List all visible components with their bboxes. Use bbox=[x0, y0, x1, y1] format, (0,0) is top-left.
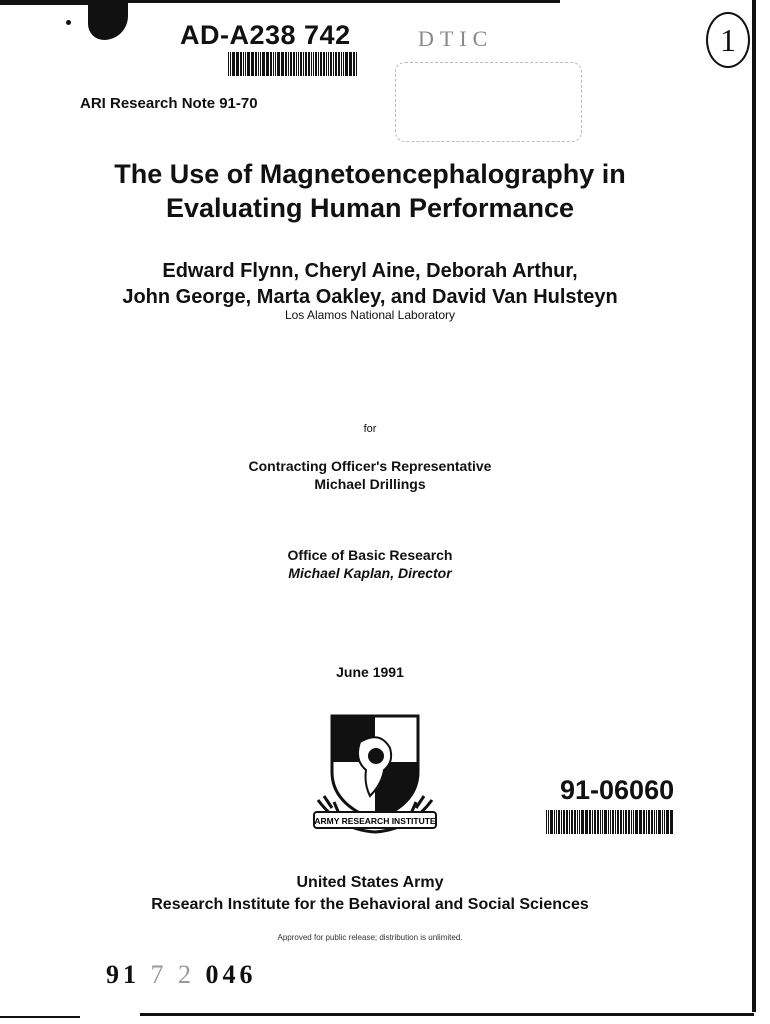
barcode-stripe bbox=[356, 52, 357, 76]
barcode-stripe bbox=[245, 52, 247, 76]
scan-border-bottom-left bbox=[0, 1016, 80, 1018]
barcode-stripe bbox=[589, 810, 591, 834]
accession-barcode bbox=[228, 52, 358, 76]
barcode-stripe bbox=[333, 52, 334, 76]
barcode-stripe bbox=[643, 810, 645, 834]
barcode-stripe bbox=[670, 810, 671, 834]
barcode-stripe bbox=[260, 52, 262, 76]
barcode-stripe bbox=[548, 810, 550, 834]
barcode-stripe bbox=[558, 810, 560, 834]
barcode-stripe bbox=[610, 810, 612, 834]
barcode-stripe bbox=[612, 810, 614, 834]
barcode-stripe bbox=[326, 52, 327, 76]
document-title bbox=[0, 157, 740, 225]
publisher-line-2: Research Institute for the Behavioral and Social Sciences bbox=[151, 896, 589, 913]
document-barcode bbox=[546, 810, 674, 834]
barcode-stripe bbox=[662, 810, 663, 834]
barcode-stripe bbox=[303, 52, 304, 76]
barcode-stripe bbox=[597, 810, 599, 834]
authors-line-2: John George, Marta Oakley, and David Van Hulsteyn bbox=[122, 286, 618, 308]
scan-border-top-left bbox=[0, 0, 90, 5]
serial-part-1: 91 bbox=[106, 960, 140, 989]
barcode-stripe bbox=[273, 52, 274, 76]
barcode-stripe bbox=[571, 810, 573, 834]
barcode-stripe bbox=[586, 810, 588, 834]
barcode-stripe bbox=[646, 810, 647, 834]
dtic-stamp-box bbox=[395, 62, 582, 142]
army-research-institute-crest-icon bbox=[310, 712, 440, 837]
scan-blot bbox=[88, 0, 128, 40]
barcode-stripe bbox=[550, 810, 552, 834]
barcode-stripe bbox=[623, 810, 624, 834]
barcode-stripe bbox=[617, 810, 619, 834]
publisher-line-1: United States Army bbox=[296, 874, 444, 891]
office-block bbox=[0, 546, 740, 582]
barcode-stripe bbox=[651, 810, 653, 834]
barcode-stripe bbox=[561, 810, 562, 834]
barcode-stripe bbox=[267, 52, 269, 76]
barcode-stripe bbox=[546, 810, 547, 834]
barcode-stripe bbox=[556, 810, 558, 834]
contracting-name: Michael Drillings bbox=[314, 476, 426, 492]
barcode-stripe bbox=[288, 52, 289, 76]
barcode-stripe bbox=[313, 52, 315, 76]
barcode-stripe bbox=[577, 810, 578, 834]
barcode-stripe bbox=[236, 52, 237, 76]
barcode-stripe bbox=[581, 810, 583, 834]
barcode-stripe bbox=[335, 52, 337, 76]
barcode-stripe bbox=[298, 52, 300, 76]
barcode-stripe bbox=[620, 810, 622, 834]
barcode-stripe bbox=[574, 810, 576, 834]
barcode-stripe bbox=[328, 52, 330, 76]
barcode-stripe bbox=[640, 810, 642, 834]
office-name: Office of Basic Research bbox=[287, 547, 453, 563]
barcode-stripe bbox=[315, 52, 317, 76]
barcode-stripe bbox=[258, 52, 259, 76]
barcode-stripe bbox=[566, 810, 568, 834]
affiliation: Los Alamos National Laboratory bbox=[284, 308, 456, 322]
barcode-stripe bbox=[592, 810, 593, 834]
document-number: 91-06060 bbox=[560, 775, 675, 805]
page-mark-circled: 1 bbox=[706, 12, 750, 68]
scan-border-right bbox=[752, 0, 756, 1012]
barcode-stripe bbox=[585, 810, 586, 834]
barcode-stripe bbox=[281, 52, 282, 76]
barcode-stripe bbox=[320, 52, 322, 76]
barcode-stripe bbox=[230, 52, 232, 76]
barcode-stripe bbox=[633, 810, 635, 834]
contracting-role: Contracting Officer's Representative bbox=[248, 458, 492, 474]
contracting-officer-block bbox=[0, 457, 740, 493]
author-list bbox=[0, 258, 740, 310]
emblem-banner-text: ARMY RESEARCH INSTITUTE bbox=[314, 816, 436, 826]
authors-line-1: Edward Flynn, Cheryl Aine, Deborah Arthur, bbox=[162, 260, 578, 282]
scan-border-bottom bbox=[140, 1013, 754, 1016]
barcode-stripe bbox=[658, 810, 660, 834]
barcode-stripe bbox=[635, 810, 637, 834]
barcode-stripe bbox=[569, 810, 570, 834]
barcode-stripe bbox=[330, 52, 332, 76]
barcode-stripe bbox=[247, 52, 249, 76]
barcode-stripe bbox=[228, 52, 229, 76]
barcode-stripe bbox=[266, 52, 267, 76]
approval-statement: Approved for public release; distribution is unlimited. bbox=[277, 933, 463, 942]
barcode-stripe bbox=[323, 52, 325, 76]
barcode-stripe bbox=[318, 52, 319, 76]
barcode-stripe bbox=[232, 52, 234, 76]
barcode-stripe bbox=[262, 52, 264, 76]
serial-part-4: 046 bbox=[205, 960, 257, 989]
barcode-stripe bbox=[625, 810, 627, 834]
barcode-stripe bbox=[594, 810, 596, 834]
barcode-stripe bbox=[311, 52, 312, 76]
serial-number bbox=[106, 960, 257, 990]
barcode-stripe bbox=[579, 810, 581, 834]
barcode-stripe bbox=[600, 810, 601, 834]
barcode-stripe bbox=[656, 810, 658, 834]
barcode-stripe bbox=[296, 52, 297, 76]
dtic-stamp-text: DTIC bbox=[418, 26, 494, 51]
barcode-stripe bbox=[338, 52, 340, 76]
barcode-stripe bbox=[648, 810, 650, 834]
title-line-2: Evaluating Human Performance bbox=[165, 193, 575, 223]
barcode-stripe bbox=[671, 810, 673, 834]
barcode-stripe bbox=[237, 52, 239, 76]
barcode-stripe bbox=[350, 52, 352, 76]
barcode-stripe bbox=[343, 52, 345, 76]
office-director: Michael Kaplan, Director bbox=[288, 565, 452, 581]
research-note-number: ARI Research Note 91-70 bbox=[80, 95, 258, 112]
barcode-stripe bbox=[275, 52, 277, 76]
barcode-stripe bbox=[305, 52, 307, 76]
barcode-stripe bbox=[290, 52, 292, 76]
barcode-stripe bbox=[615, 810, 616, 834]
ad-number: AD-A238 742 bbox=[180, 20, 351, 50]
barcode-stripe bbox=[300, 52, 302, 76]
barcode-stripe bbox=[563, 810, 565, 834]
barcode-stripe bbox=[345, 52, 347, 76]
barcode-stripe bbox=[639, 810, 640, 834]
barcode-stripe bbox=[282, 52, 284, 76]
barcode-stripe bbox=[277, 52, 279, 76]
barcode-stripe bbox=[604, 810, 606, 834]
barcode-stripe bbox=[341, 52, 342, 76]
barcode-stripe bbox=[628, 810, 630, 834]
for-label: for bbox=[363, 423, 377, 435]
barcode-stripe bbox=[654, 810, 655, 834]
barcode-stripe bbox=[608, 810, 609, 834]
barcode-stripe bbox=[240, 52, 242, 76]
barcode-stripe bbox=[293, 52, 295, 76]
publisher-block bbox=[0, 872, 740, 916]
barcode-stripe bbox=[308, 52, 310, 76]
barcode-stripe bbox=[631, 810, 632, 834]
barcode-stripe bbox=[270, 52, 272, 76]
serial-part-3: 2 bbox=[178, 960, 195, 989]
barcode-stripe bbox=[664, 810, 666, 834]
publication-date: June 1991 bbox=[336, 664, 404, 680]
barcode-stripe bbox=[602, 810, 604, 834]
barcode-stripe bbox=[285, 52, 287, 76]
barcode-stripe bbox=[255, 52, 257, 76]
scan-dot bbox=[66, 20, 71, 25]
serial-part-2: 7 bbox=[150, 960, 168, 989]
barcode-stripe bbox=[666, 810, 668, 834]
barcode-stripe bbox=[251, 52, 252, 76]
title-line-1: The Use of Magnetoencephalography in bbox=[114, 159, 626, 189]
barcode-stripe bbox=[252, 52, 254, 76]
barcode-stripe bbox=[353, 52, 355, 76]
barcode-stripe bbox=[554, 810, 555, 834]
barcode-stripe bbox=[349, 52, 350, 76]
barcode-stripe bbox=[243, 52, 244, 76]
